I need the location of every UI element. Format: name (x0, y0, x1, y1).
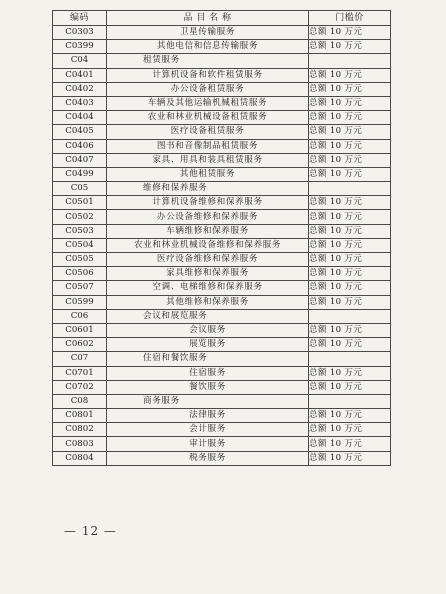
row-threshold: 总额 10 万元 (309, 68, 391, 82)
table-header-row (53, 11, 391, 26)
header-code: 编码 (53, 11, 107, 26)
row-code: C05 (53, 182, 107, 196)
row-code: C0802 (53, 423, 107, 437)
row-code: C0499 (53, 167, 107, 181)
row-code: C0401 (53, 68, 107, 82)
table-row (53, 281, 391, 295)
header-name: 品 目 名 称 (107, 11, 309, 26)
row-code: C0804 (53, 451, 107, 465)
row-code: C04 (53, 54, 107, 68)
row-name: 住宿和餐饮服务 (107, 352, 309, 366)
row-name: 税务服务 (107, 451, 309, 465)
row-name: 租赁服务 (107, 54, 309, 68)
row-threshold: 总额 10 万元 (309, 125, 391, 139)
row-threshold: 总额 10 万元 (309, 409, 391, 423)
table-row (53, 394, 391, 408)
row-code: C0407 (53, 153, 107, 167)
row-threshold: 总额 10 万元 (309, 139, 391, 153)
row-name: 会议服务 (107, 323, 309, 337)
row-code: C0399 (53, 40, 107, 54)
row-name: 法律服务 (107, 409, 309, 423)
row-threshold: 总额 10 万元 (309, 338, 391, 352)
row-threshold: 总额 10 万元 (309, 196, 391, 210)
row-code: C0507 (53, 281, 107, 295)
table-row (53, 352, 391, 366)
row-name: 车辆及其他运输机械租赁服务 (107, 96, 309, 110)
row-threshold: 总额 10 万元 (309, 210, 391, 224)
row-name: 其他维修和保养服务 (107, 295, 309, 309)
row-code: C0702 (53, 380, 107, 394)
table-row (53, 295, 391, 309)
row-name: 计算机设备和软件租赁服务 (107, 68, 309, 82)
table-row (53, 26, 391, 40)
row-threshold (309, 182, 391, 196)
row-name: 卫星传输服务 (107, 26, 309, 40)
row-name: 医疗设备租赁服务 (107, 125, 309, 139)
row-name: 维修和保养服务 (107, 182, 309, 196)
row-code: C0601 (53, 323, 107, 337)
row-code: C0405 (53, 125, 107, 139)
row-code: C0506 (53, 267, 107, 281)
row-threshold: 总额 10 万元 (309, 40, 391, 54)
table-row (53, 380, 391, 394)
row-name: 展览服务 (107, 338, 309, 352)
table-row (53, 267, 391, 281)
table-row (53, 111, 391, 125)
row-name: 餐饮服务 (107, 380, 309, 394)
row-name: 其他租赁服务 (107, 167, 309, 181)
row-threshold (309, 309, 391, 323)
table-row (53, 40, 391, 54)
table-row (53, 54, 391, 68)
table-row (53, 366, 391, 380)
table-row (53, 139, 391, 153)
row-threshold: 总额 10 万元 (309, 82, 391, 96)
table-row (53, 82, 391, 96)
row-name: 办公设备租赁服务 (107, 82, 309, 96)
row-threshold: 总额 10 万元 (309, 380, 391, 394)
table-row (53, 196, 391, 210)
table-row (53, 167, 391, 181)
table-row (53, 338, 391, 352)
page-number: — 12 — (64, 524, 117, 538)
table-row (53, 224, 391, 238)
row-code: C0502 (53, 210, 107, 224)
row-threshold: 总额 10 万元 (309, 224, 391, 238)
row-name: 农业和林业机械设备维修和保养服务 (107, 238, 309, 252)
row-code: C0402 (53, 82, 107, 96)
table-row (53, 125, 391, 139)
row-threshold (309, 54, 391, 68)
row-threshold: 总额 10 万元 (309, 153, 391, 167)
table-row (53, 210, 391, 224)
row-name: 商务服务 (107, 394, 309, 408)
row-name: 农业和林业机械设备租赁服务 (107, 111, 309, 125)
table-row (53, 68, 391, 82)
table-row (53, 423, 391, 437)
row-threshold: 总额 10 万元 (309, 323, 391, 337)
row-name: 审计服务 (107, 437, 309, 451)
table-row (53, 238, 391, 252)
header-threshold: 门槛价 (309, 11, 391, 26)
row-code: C0403 (53, 96, 107, 110)
row-name: 车辆维修和保养服务 (107, 224, 309, 238)
table-row (53, 323, 391, 337)
row-code: C0803 (53, 437, 107, 451)
row-threshold: 总额 10 万元 (309, 238, 391, 252)
row-code: C0404 (53, 111, 107, 125)
table-row (53, 253, 391, 267)
row-code: C0801 (53, 409, 107, 423)
row-code: C0599 (53, 295, 107, 309)
row-threshold: 总额 10 万元 (309, 437, 391, 451)
row-threshold: 总额 10 万元 (309, 366, 391, 380)
table-row (53, 451, 391, 465)
row-threshold: 总额 10 万元 (309, 451, 391, 465)
row-code: C0701 (53, 366, 107, 380)
row-name: 图书和音像制品租赁服务 (107, 139, 309, 153)
row-threshold: 总额 10 万元 (309, 253, 391, 267)
row-threshold: 总额 10 万元 (309, 111, 391, 125)
row-threshold (309, 352, 391, 366)
row-code: C0303 (53, 26, 107, 40)
table-body (53, 26, 391, 466)
row-code: C0406 (53, 139, 107, 153)
table-row (53, 409, 391, 423)
table-row (53, 309, 391, 323)
row-code: C06 (53, 309, 107, 323)
row-threshold: 总额 10 万元 (309, 267, 391, 281)
row-name: 住宿服务 (107, 366, 309, 380)
row-name: 家具维修和保养服务 (107, 267, 309, 281)
row-code: C0504 (53, 238, 107, 252)
row-threshold: 总额 10 万元 (309, 295, 391, 309)
row-name: 计算机设备维修和保养服务 (107, 196, 309, 210)
row-threshold: 总额 10 万元 (309, 423, 391, 437)
table-row (53, 96, 391, 110)
row-code: C0503 (53, 224, 107, 238)
table-row (53, 437, 391, 451)
row-threshold (309, 394, 391, 408)
row-name: 家具、用具和装具租赁服务 (107, 153, 309, 167)
row-code: C08 (53, 394, 107, 408)
row-threshold: 总额 10 万元 (309, 26, 391, 40)
row-name: 医疗设备维修和保养服务 (107, 253, 309, 267)
row-name: 会计服务 (107, 423, 309, 437)
row-name: 其他电信和信息传输服务 (107, 40, 309, 54)
procurement-catalog-table (52, 10, 391, 466)
row-code: C0501 (53, 196, 107, 210)
table-row (53, 153, 391, 167)
row-code: C07 (53, 352, 107, 366)
row-threshold: 总额 10 万元 (309, 96, 391, 110)
row-name: 办公设备维修和保养服务 (107, 210, 309, 224)
row-name: 会议和展览服务 (107, 309, 309, 323)
row-threshold: 总额 10 万元 (309, 167, 391, 181)
row-name: 空调、电梯维修和保养服务 (107, 281, 309, 295)
table-row (53, 182, 391, 196)
row-threshold: 总额 10 万元 (309, 281, 391, 295)
row-code: C0505 (53, 253, 107, 267)
row-code: C0602 (53, 338, 107, 352)
